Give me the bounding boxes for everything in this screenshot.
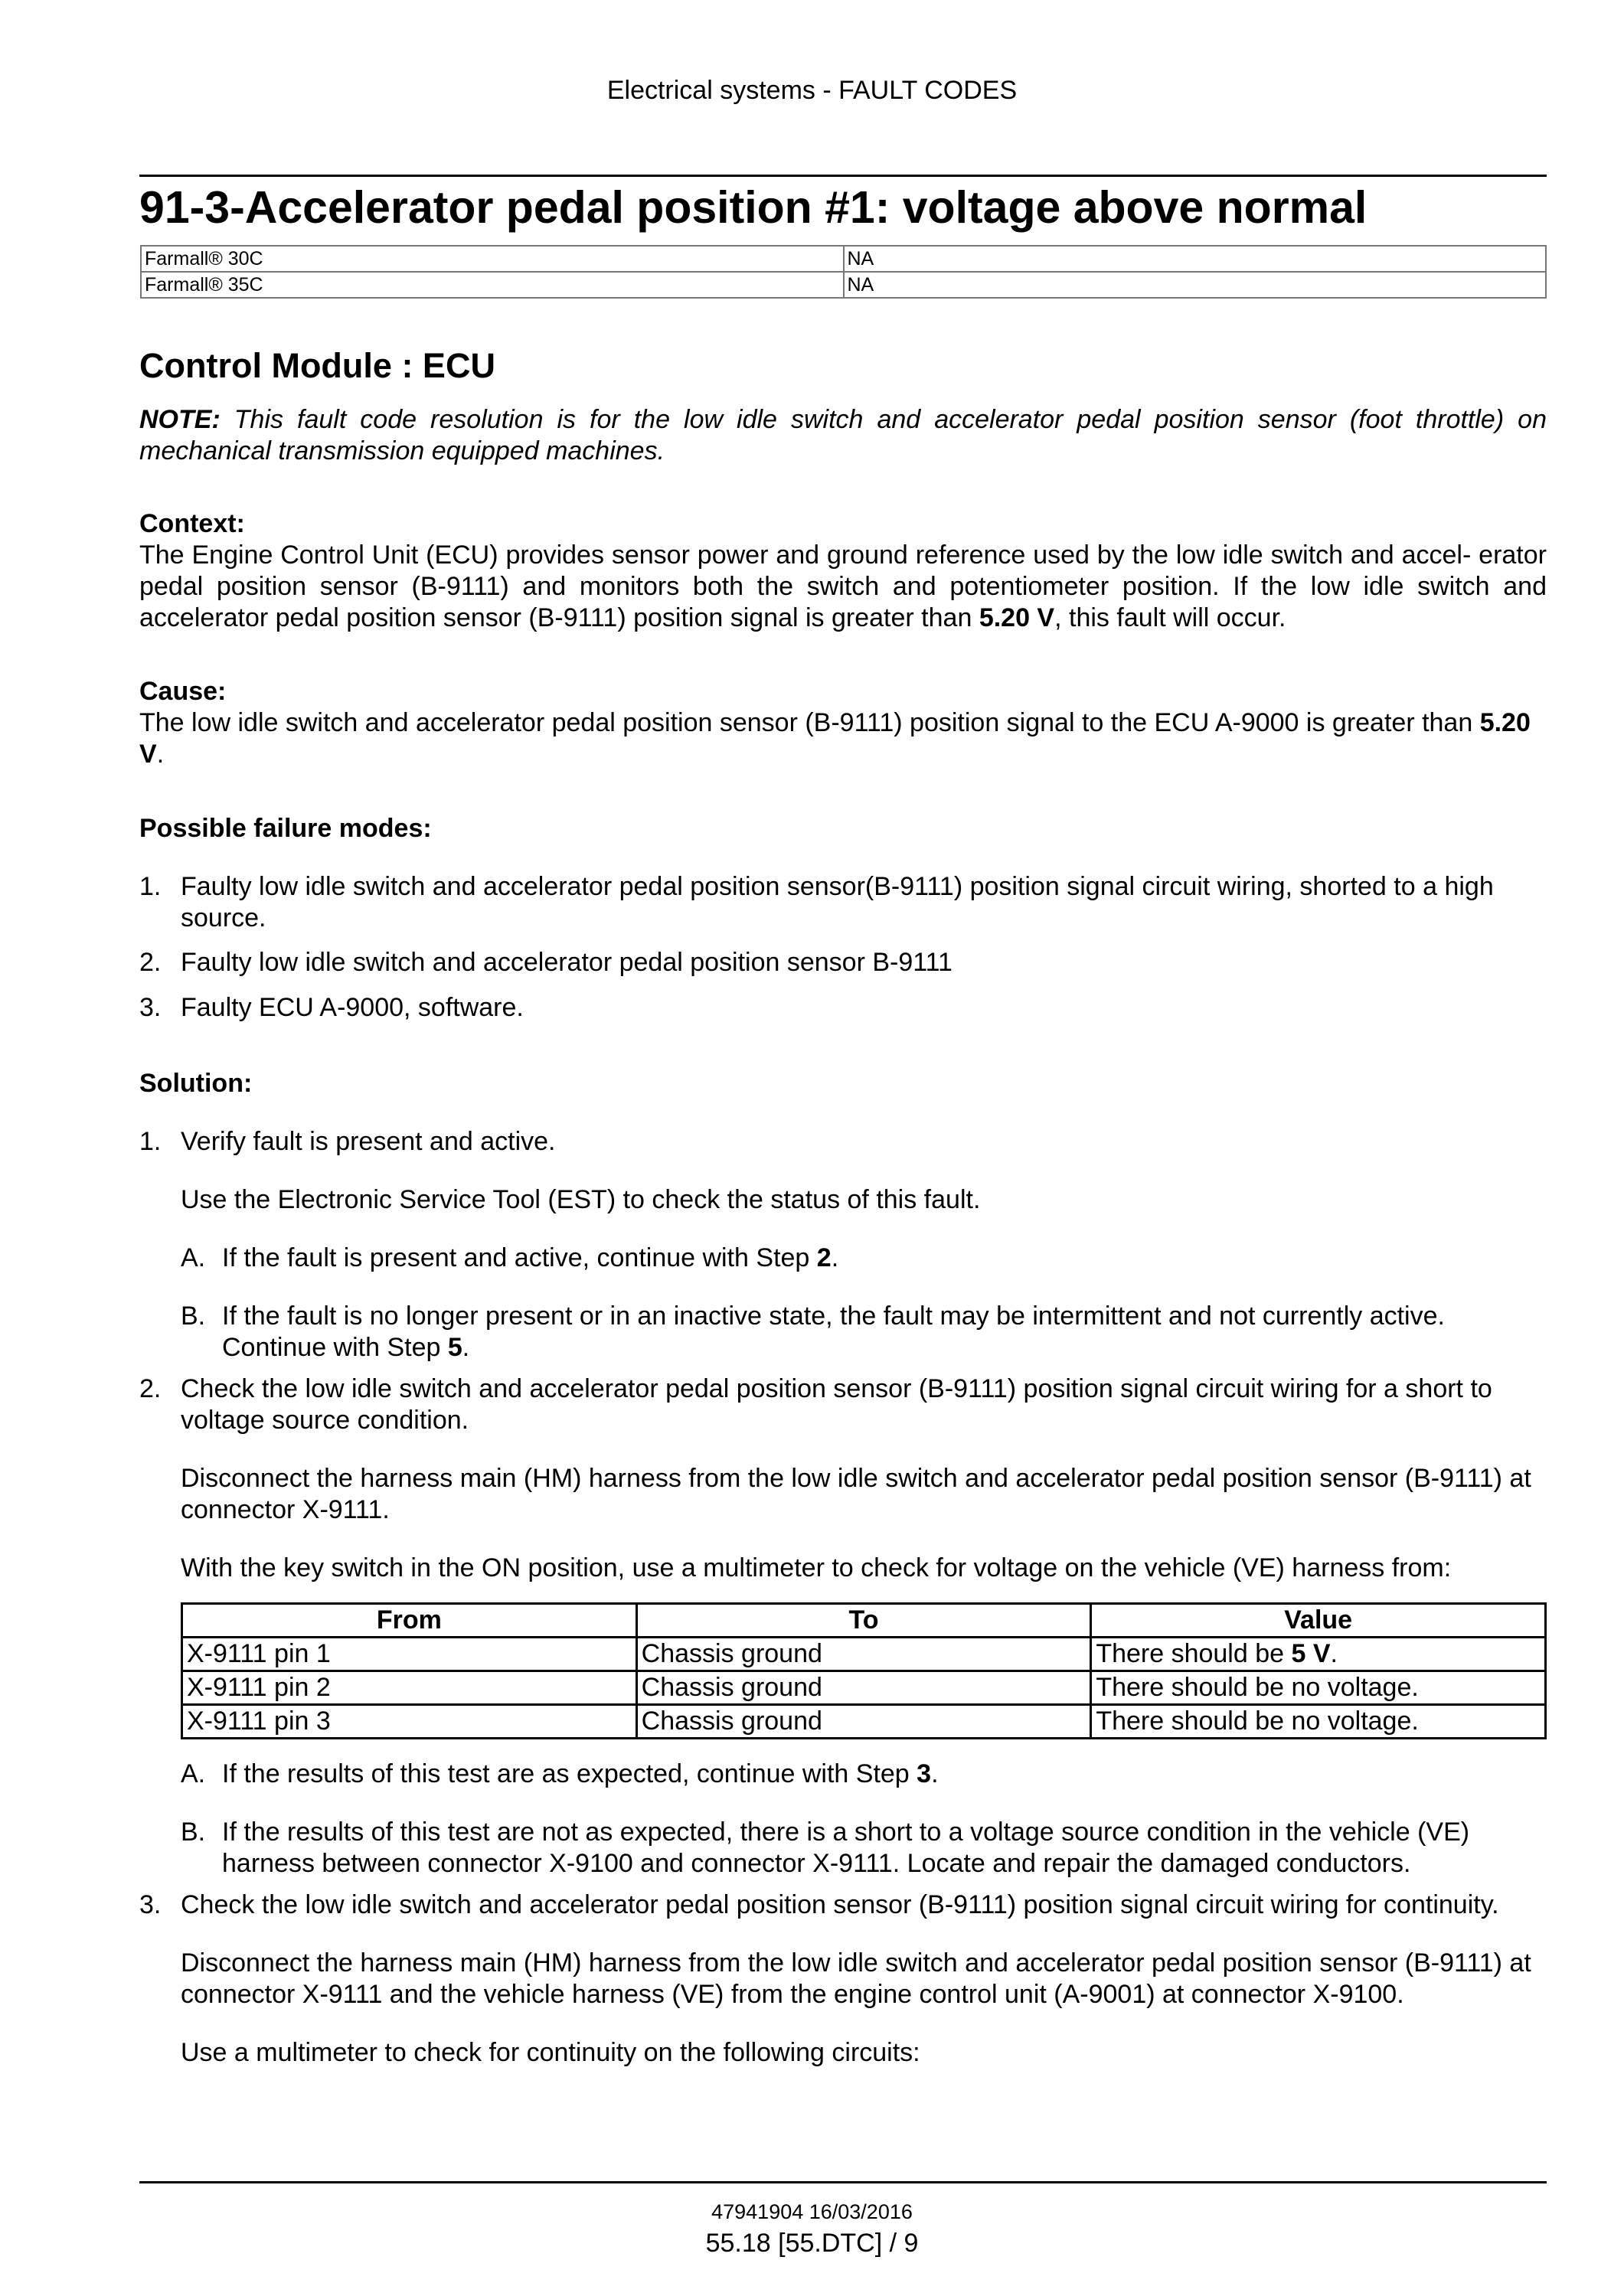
value-bold: 5 V — [1291, 1639, 1331, 1668]
step-detail: With the key switch in the ON position, use a multimeter to check for voltage on the vehicle (VE) harness from: — [181, 1553, 1452, 1582]
page-title: 91-3-Accelerator pedal position #1: voltage above normal — [139, 182, 1367, 233]
column-header: To — [636, 1604, 1091, 1638]
substep-label: A. — [181, 1759, 206, 1788]
step-number: 3. — [139, 1890, 162, 1919]
context-text: The Engine Control Unit (ECU) provides sensor power and ground reference used by the low idle switch and accel- erator pedal position sensor (B-9111) and monitors both the switch and potentiometer position. If the low idle switch and accelerator pedal position sensor (B-9111) position signal is greater than — [139, 541, 1547, 632]
table-row — [182, 1671, 1546, 1705]
model-value-cell: NA — [844, 246, 1547, 272]
list-item: Faulty ECU A-9000, software. — [181, 993, 524, 1022]
substep-text-part: If the fault is no longer present or in an inactive state, the fault may be intermittent and not currently active. Continue with Step — [222, 1302, 1445, 1362]
value-cell: There should be no voltage. — [1091, 1705, 1546, 1739]
from-cell: X-9111 pin 1 — [182, 1638, 637, 1671]
step-reference: 5 — [447, 1333, 462, 1362]
value-cell: There should be no voltage. — [1091, 1671, 1546, 1705]
step-reference: 3 — [917, 1759, 932, 1788]
list-number: 1. — [139, 872, 162, 901]
value-cell — [1091, 1638, 1546, 1671]
list-number: 2. — [139, 948, 162, 977]
note-label: NOTE: — [139, 405, 221, 434]
solution-heading: Solution: — [139, 1069, 253, 1098]
step-detail: Disconnect the harness main (HM) harness from the low idle switch and accelerator pedal position sensor (B-9111) at connector X-9111 and the vehicle harness (VE) from the engine control unit (A-9001) at connector X-9100. — [181, 1948, 1531, 2009]
substep-text-part: If the results of this test are as expected, continue with Step — [222, 1759, 917, 1788]
step-text: Verify fault is present and active. — [181, 1127, 556, 1156]
substep-text — [222, 1243, 1547, 1274]
footer-rule — [139, 2181, 1547, 2183]
list-item: Faulty low idle switch and accelerator pedal position sensor B-9111 — [181, 948, 953, 977]
footer-document-id: 47941904 16/03/2016 — [711, 2200, 913, 2223]
substep-label: B. — [181, 1302, 206, 1331]
step-detail: Use a multimeter to check for continuity on the following circuits: — [181, 2038, 920, 2067]
substep-text-part: . — [462, 1333, 470, 1362]
substep-text — [222, 1301, 1547, 1364]
value-text: . — [1330, 1639, 1338, 1668]
running-header: Electrical systems - FAULT CODES — [606, 76, 1018, 105]
substep-text-part: . — [931, 1759, 939, 1788]
model-applicability-table — [140, 245, 1547, 299]
substep-text-part: . — [831, 1243, 839, 1272]
substep-text-part: If the fault is present and active, continue with Step — [222, 1243, 817, 1272]
substep-text — [222, 1759, 1547, 1790]
control-module-heading: Control Module : ECU — [139, 346, 495, 385]
model-cell: Farmall® 35C — [141, 272, 844, 298]
cause-tail: . — [156, 740, 165, 769]
cause-text: The low idle switch and accelerator pedal position sensor (B-9111) position signal to the ECU A-9000 is greater than — [139, 708, 1480, 737]
from-cell: X-9111 pin 3 — [182, 1705, 637, 1739]
voltage-check-table — [181, 1602, 1547, 1739]
value-text: There should be — [1096, 1639, 1292, 1668]
substep-label: A. — [181, 1243, 206, 1272]
step-reference: 2 — [816, 1243, 832, 1272]
column-header: From — [182, 1604, 637, 1638]
list-item: Faulty low idle switch and accelerator pedal position sensor(B-9111) position signal circuit wiring, shorted to a high source. — [181, 872, 1494, 932]
to-cell: Chassis ground — [636, 1705, 1091, 1739]
context-heading: Context: — [139, 509, 245, 538]
to-cell: Chassis ground — [636, 1638, 1091, 1671]
context-tail: , this fault will occur. — [1054, 603, 1286, 632]
table-row — [141, 272, 1546, 298]
model-value-cell: NA — [844, 272, 1547, 298]
header-rule — [139, 175, 1547, 177]
cause-paragraph — [139, 707, 1547, 770]
table-header-row — [182, 1604, 1546, 1638]
list-number: 3. — [139, 993, 162, 1022]
step-detail: Use the Electronic Service Tool (EST) to check the status of this fault. — [181, 1185, 981, 1214]
context-value: 5.20 V — [979, 603, 1055, 632]
table-row — [182, 1705, 1546, 1739]
note-paragraph — [139, 404, 1547, 467]
cause-value: 5.20 V — [139, 708, 1531, 769]
step-detail: Disconnect the harness main (HM) harness from the low idle switch and accelerator pedal position sensor (B-9111) at connector X-9111. — [181, 1464, 1531, 1524]
column-header: Value — [1091, 1604, 1546, 1638]
model-cell: Farmall® 30C — [141, 246, 844, 272]
footer-page-number: 55.18 [55.DTC] / 9 — [705, 2229, 919, 2258]
substep-label: B. — [181, 1818, 206, 1847]
to-cell: Chassis ground — [636, 1671, 1091, 1705]
context-paragraph — [139, 540, 1547, 634]
step-number: 1. — [139, 1127, 162, 1156]
step-text: Check the low idle switch and accelerator pedal position sensor (B-9111) position signal circuit wiring for a short to voltage source condition. — [181, 1374, 1492, 1435]
step-number: 2. — [139, 1374, 162, 1403]
failure-modes-heading: Possible failure modes: — [139, 814, 432, 843]
cause-heading: Cause: — [139, 677, 227, 706]
note-text: This fault code resolution is for the low idle switch and accelerator pedal position sensor (foot throttle) on mechanical transmission equipped machines. — [139, 405, 1547, 465]
from-cell: X-9111 pin 2 — [182, 1671, 637, 1705]
substep-text: If the results of this test are not as expected, there is a short to a voltage source condition in the vehicle (VE) harness between connector X-9100 and connector X-9111. Locate and repair the damaged conductors. — [222, 1818, 1470, 1878]
step-text: Check the low idle switch and accelerator pedal position sensor (B-9111) position signal circuit wiring for continuity. — [181, 1890, 1499, 1919]
table-row — [182, 1638, 1546, 1671]
table-row — [141, 246, 1546, 272]
